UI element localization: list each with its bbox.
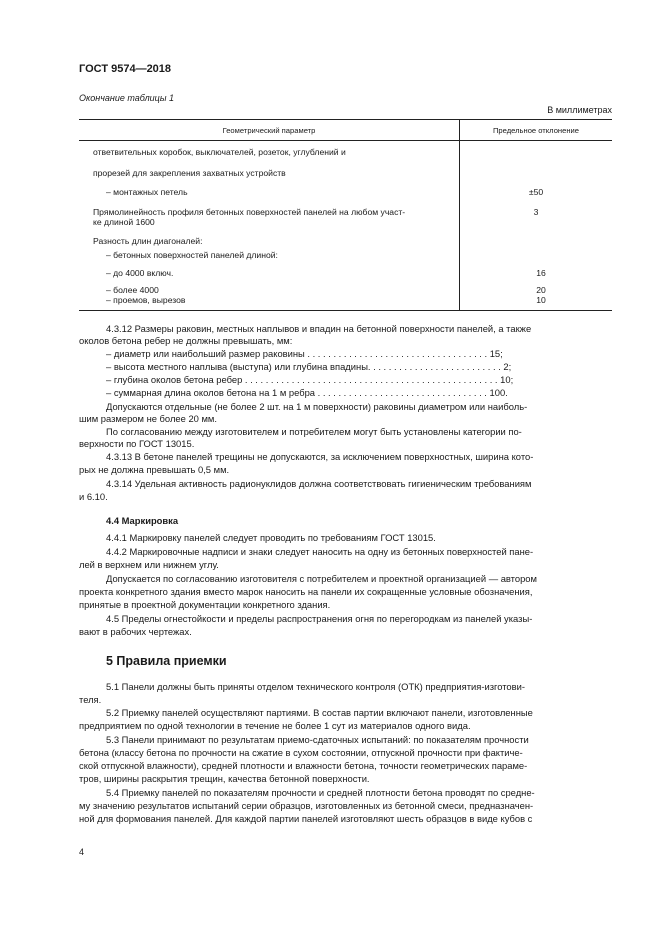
- value-cell: 10: [460, 295, 613, 311]
- paragraph: проекта конкретного здания вместо марок наносить на панели их сокращенные условные обозначения,: [79, 586, 533, 597]
- section-heading-5: 5 Правила приемки: [106, 654, 227, 668]
- param-cell: прорезей для закрепления захватных устройств: [79, 163, 460, 183]
- document-code: ГОСТ 9574—2018: [79, 63, 172, 75]
- clause-5-2-cont: предприятием по одной технологии в течение не более 1 сут из материалов одного вида.: [79, 720, 471, 731]
- paragraph: Допускаются отдельные (не более 2 шт. на 1 м поверхности) раковины диаметром или наиболь-: [106, 401, 528, 412]
- tolerance-table: [79, 119, 612, 311]
- value-cell: [460, 163, 613, 183]
- table-header-row: [79, 120, 612, 141]
- value-cell: ±50: [528, 186, 544, 197]
- table-row: [79, 282, 612, 295]
- clause-5-4-cont: ной для формования панелей. Для каждой партии панелей изготовляют шесть образцов в виде кубов с: [79, 813, 533, 824]
- list-item: – глубина околов бетона ребер . . . . . . . . . . . . . . . . . . . . . . . . . . . . . . . . . . . . . . . . . . . . . . . . . 10;: [106, 374, 514, 385]
- list-item: – диаметр или наибольший размер раковины . . . . . . . . . . . . . . . . . . . . . . . . . . . . . . . . . . . 15;: [106, 348, 503, 359]
- paragraph: принятые в проектной документации конкретного здания.: [79, 599, 331, 610]
- clause-5-3: 5.3 Панели принимают по результатам приемо-сдаточных испытаний: по показателям прочности: [106, 734, 529, 745]
- param-cell: ке длиной 1600: [79, 217, 460, 236]
- clause-5-2: 5.2 Приемку панелей осуществляют партиями. В состав партии включают панели, изготовленные: [106, 707, 533, 718]
- list-item: – суммарная длина околов бетона на 1 м ребра . . . . . . . . . . . . . . . . . . . . . . . . . . . . . . . . . 100.: [106, 387, 508, 398]
- clause-5-1: 5.1 Панели должны быть приняты отделом технического контроля (ОТК) предприятия-изготови-: [106, 681, 525, 692]
- table-row: [79, 236, 612, 250]
- value-cell: [460, 141, 613, 163]
- clause-5-3-cont: тров, ширины раскрытия трещин, качества бетонной поверхности.: [79, 773, 370, 784]
- clause-5-3-cont: бетона (классу бетона по прочности на сжатие в сухом состоянии, отпускной прочности при фактиче-: [79, 747, 523, 758]
- table-units: В миллиметрах: [547, 105, 612, 115]
- clause-4-4-2: 4.4.2 Маркировочные надписи и знаки следует наносить на одну из бетонных поверхностей пане-: [106, 546, 534, 557]
- clause-4-3-12: 4.3.12 Размеры раковин, местных наплывов и впадин на бетонной поверхности панелей, а также: [106, 323, 532, 334]
- table-row: [79, 183, 612, 203]
- table-row: [79, 250, 612, 265]
- table-row: [79, 163, 612, 183]
- param-cell: – до 4000 включ.: [79, 265, 460, 282]
- param-cell: – монтажных петель: [79, 183, 460, 203]
- table-row: [79, 141, 612, 163]
- table-row: [79, 265, 612, 282]
- table-row: [79, 203, 612, 217]
- clause-4-3-13: 4.3.13 В бетоне панелей трещины не допускаются, за исключением поверхностных, ширина кото-: [106, 451, 534, 462]
- clause-4-4-2-cont: лей в верхнем или нижнем углу.: [79, 559, 219, 570]
- page-number: 4: [79, 847, 85, 857]
- value-cell: 20: [536, 284, 546, 295]
- param-cell: Прямолинейность профиля бетонных поверхностей панелей на любом участ-: [79, 203, 460, 217]
- param-cell: – проемов, вырезов: [79, 295, 460, 311]
- clause-5-4-cont: му значению результатов испытаний серии образцов, изготовленных из бетонной смеси, предназначен-: [79, 800, 534, 811]
- clause-4-5-cont: вают в рабочих чертежах.: [79, 626, 192, 637]
- clause-5-1-cont: теля.: [79, 694, 102, 705]
- paragraph: По согласованию между изготовителем и потребителем могут быть установлены категории по-: [106, 426, 522, 437]
- value-cell: [460, 217, 613, 236]
- clause-4-3-14: 4.3.14 Удельная активность радионуклидов должна соответствовать гигиеническим требованиям: [106, 478, 532, 489]
- param-cell: – более 4000: [79, 282, 460, 295]
- list-item: – высота местного наплыва (выступа) или глубина впадины. . . . . . . . . . . . . . . . . . . . . . . . . . 2;: [106, 361, 512, 372]
- clause-4-3-13-cont: рых не должна превышать 0,5 мм.: [79, 464, 230, 475]
- column-header-parameter: Геометрический параметр: [79, 120, 460, 141]
- param-cell: ответвительных коробок, выключателей, розеток, углублений и: [79, 141, 460, 163]
- table-row: [79, 217, 612, 236]
- table-row: [79, 295, 612, 311]
- clause-4-3-12-cont: околов бетона ребер не должны превышать, мм:: [79, 335, 293, 346]
- paragraph: верхности по ГОСТ 13015.: [79, 438, 195, 449]
- paragraph: шим размером не более 20 мм.: [79, 413, 217, 424]
- paragraph: Допускается по согласованию изготовителя с потребителем и проектной организацией — автором: [106, 573, 537, 584]
- section-heading-4-4: 4.4 Маркировка: [106, 515, 179, 526]
- table-caption: Окончание таблицы 1: [79, 93, 174, 103]
- param-cell: Разность длин диагоналей:: [79, 236, 460, 250]
- clause-4-3-14-cont: и 6.10.: [79, 491, 108, 502]
- value-cell: [460, 250, 613, 265]
- value-cell: 3: [533, 206, 539, 217]
- param-cell: – бетонных поверхностей панелей длиной:: [79, 250, 460, 265]
- column-header-deviation: Предельное отклонение: [460, 120, 613, 141]
- clause-5-4: 5.4 Приемку панелей по показателям прочности и средней плотности бетона проводят по средне-: [106, 787, 535, 798]
- clause-4-4-1: 4.4.1 Маркировку панелей следует проводить по требованиям ГОСТ 13015.: [106, 532, 436, 543]
- clause-5-3-cont: ской отпускной влажности), средней плотности и влажности бетона, точности геометрических параме-: [79, 760, 528, 771]
- value-cell: [460, 236, 613, 250]
- clause-4-5: 4.5 Пределы огнестойкости и пределы распространения огня по перегородкам из панелей указы-: [106, 613, 533, 624]
- value-cell: 16: [536, 267, 546, 278]
